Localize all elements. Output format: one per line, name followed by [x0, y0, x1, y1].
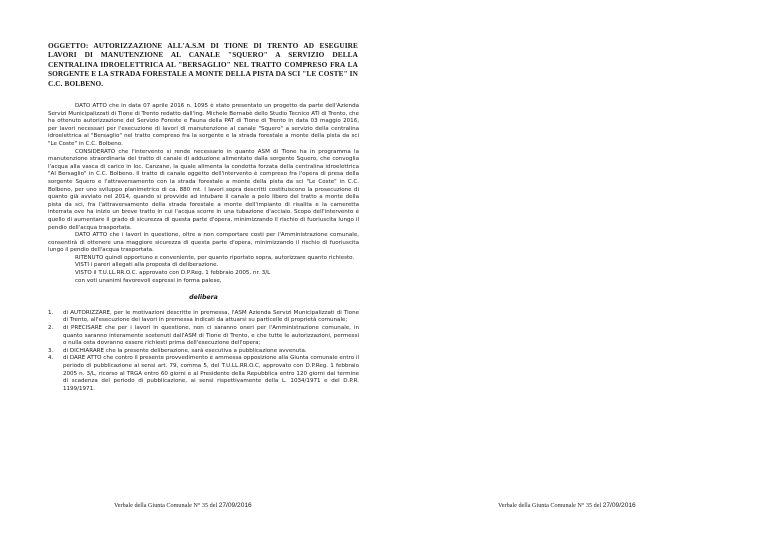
paragraph-ritenuto: RITENUTO quindi opportuno e conveniente, per quanto riportato sopra, autorizzare quanto richiesto. [75, 254, 355, 261]
decision-number: 3. [48, 347, 54, 354]
decision-number: 4. [48, 355, 54, 362]
footer-date: 27/09/2016 [218, 502, 252, 509]
decision-item [48, 325, 359, 348]
decisions-list [48, 310, 359, 394]
document-subject: OGGETTO: AUTORIZZAZIONE ALL'A.S.M DI TIONE DI TRENTO AD ESEGUIRE LAVORI DI MANUTENZIONE AL CANALE "SQUERO" A SERVIZIO DELLA CENTRALINA IDROELETTRICA AL "BERSAGLIO" NEL TRATTO COMPRESO FRA LA SORGENTE E LA STRADA FORESTALE A MONTE DELLA PISTA DA SCI "LE COSTE" IN C.C. BOLBENO. [48, 41, 358, 88]
paragraph-voti: con voti unanimi favorevoli espressi in forma palese, [75, 277, 222, 284]
footer-label: Verbale della Giunta Comunale N° 35 del [114, 502, 218, 509]
decision-text: di PRECISARE che per i lavori in questione, non ci saranno oneri per l'Amministrazione comunale, in quanto saranno interamente sostenuti dall'ASM di Tione di Trento, e che tutte le autorizzazioni, permessi o nulla osta dovranno essere richiesti prima dell'esecuzione dell'opera; [63, 325, 359, 347]
decision-text: di DICHIARARE che la presente deliberazione, sarà esecutiva a pubblicazione avvenuta. [63, 347, 307, 354]
decision-number: 1. [48, 309, 54, 316]
decision-item [48, 310, 359, 325]
decision-number: 2. [48, 325, 54, 332]
paragraph-dato-atto: DATO ATTO che in data 07 aprile 2016 n. 1095 è stato presentato un progetto da parte dell'Azienda Servizi Municipalizzati di Tione di Trento redatto dall'ing. Michele Bernabè dello Studio Tecnico ATI di Trento, che ha ottenuto autorizzazione del Servizio Foreste e Fauna della PAT di Tione di Trento in data 03 maggio 2016, per lavori necessari per l'esecuzione di lavori di manutenzione al canale "Squero" a servizio della centralina idroelettrica al "Bersaglio" nel tratto compreso fra la sorgente e la strada forestale a monte della pista da sci "Le Coste" in C.C. Bolbeno. [48, 103, 359, 147]
paragraph-dato-atto-2: DATO ATTO che i lavori in questione, oltre a non comportare costi per l'Amministrazione comunale, consentirà di ottenere una maggiore sicurezza di questa parte d'opera, minimizzando il rischio di fuoriuscita lungo il pendio dell'acqua trasportata. [48, 232, 359, 254]
document-body [48, 103, 359, 393]
paragraph-visti: VISTI i pareri allegati alla proposta di deliberazione. [75, 262, 219, 269]
decision-item [48, 355, 359, 393]
decision-text: di DARE ATTO che contro il presente provvedimento è ammessa opposizione alla Giunta comunale entro il periodo di pubblicazione ai sensi art. 79, comma 5, del T.U.LL.RR.O.C, approvato con D.P.Reg. 1 febbraio 2005 n. 3/L, ricorso al TRGA entro 60 giorni e al Presidente della Repubblica entro 120 giorni dal termine di scadenza del periodo di pubblicazione, ai sensi rispettivamente della L. 1034/1971 e del D.P.R. 1199/1971. [63, 355, 359, 392]
footer-date: 27/09/2016 [602, 502, 636, 509]
paragraph-visto: VISTO il T.U.LL.RR.O.C. approvato con D.P.Reg. 1 febbraio 2005, nr. 3/L [75, 270, 271, 277]
footer-right [498, 502, 636, 509]
decision-text: di AUTORIZZARE, per le motivazioni descritte in premessa, l'ASM Azienda Servizi Municipalizzati di Tione di Trento, all'esecuzione dei lavori in premessa indicati da attuarsi su particelle di proprietà comunale; [63, 309, 359, 324]
footer-label: Verbale della Giunta Comunale N° 35 del [498, 502, 602, 509]
delibera-heading: delibera [189, 294, 218, 302]
footer-left [114, 502, 252, 509]
paragraph-considerato: CONSIDERATO che l'intervento si rende necessario in quanto ASM di Tione ha in programma la manutenzione straordinaria del tratto di canale di adduzione alimentato dalla sorgente Squero, che convoglia l'acqua alla vasca di carico in loc. Canzane, la quale alimenta la condotta forzata della centralina idroelettrica "Al Bersaglio" in C.C. Bolbeno. Il tratto di canale oggetto dell'intervento è compreso fra l'opera di presa della sorgente Squero e l'attraversamento con la strada forestale a monte della pista da sci "Le Coste" in C.C. Bolbeno, per uno sviluppo planimetrico di ca. 880 mt. I lavori sopra descritti costituiscono la prosecuzione di quanto già avviato nel 2014, quando si provvide ad intubare il canale a pelo libero del tratto a monte della pista da sci, fra l'attraversamento della strada forestale a monte dell'impianto di risalita e la cameretta interrata ove ha inizio un breve tratto in cui l'acqua scorre in una tubazione d'acciaio. Scopo dell'intervento è quello di aumentare il grado di sicurezza di questa parte d'opera, minimizzando il rischio di fuoriuscita lungo il pendio dell'acqua trasportata. [48, 148, 359, 231]
